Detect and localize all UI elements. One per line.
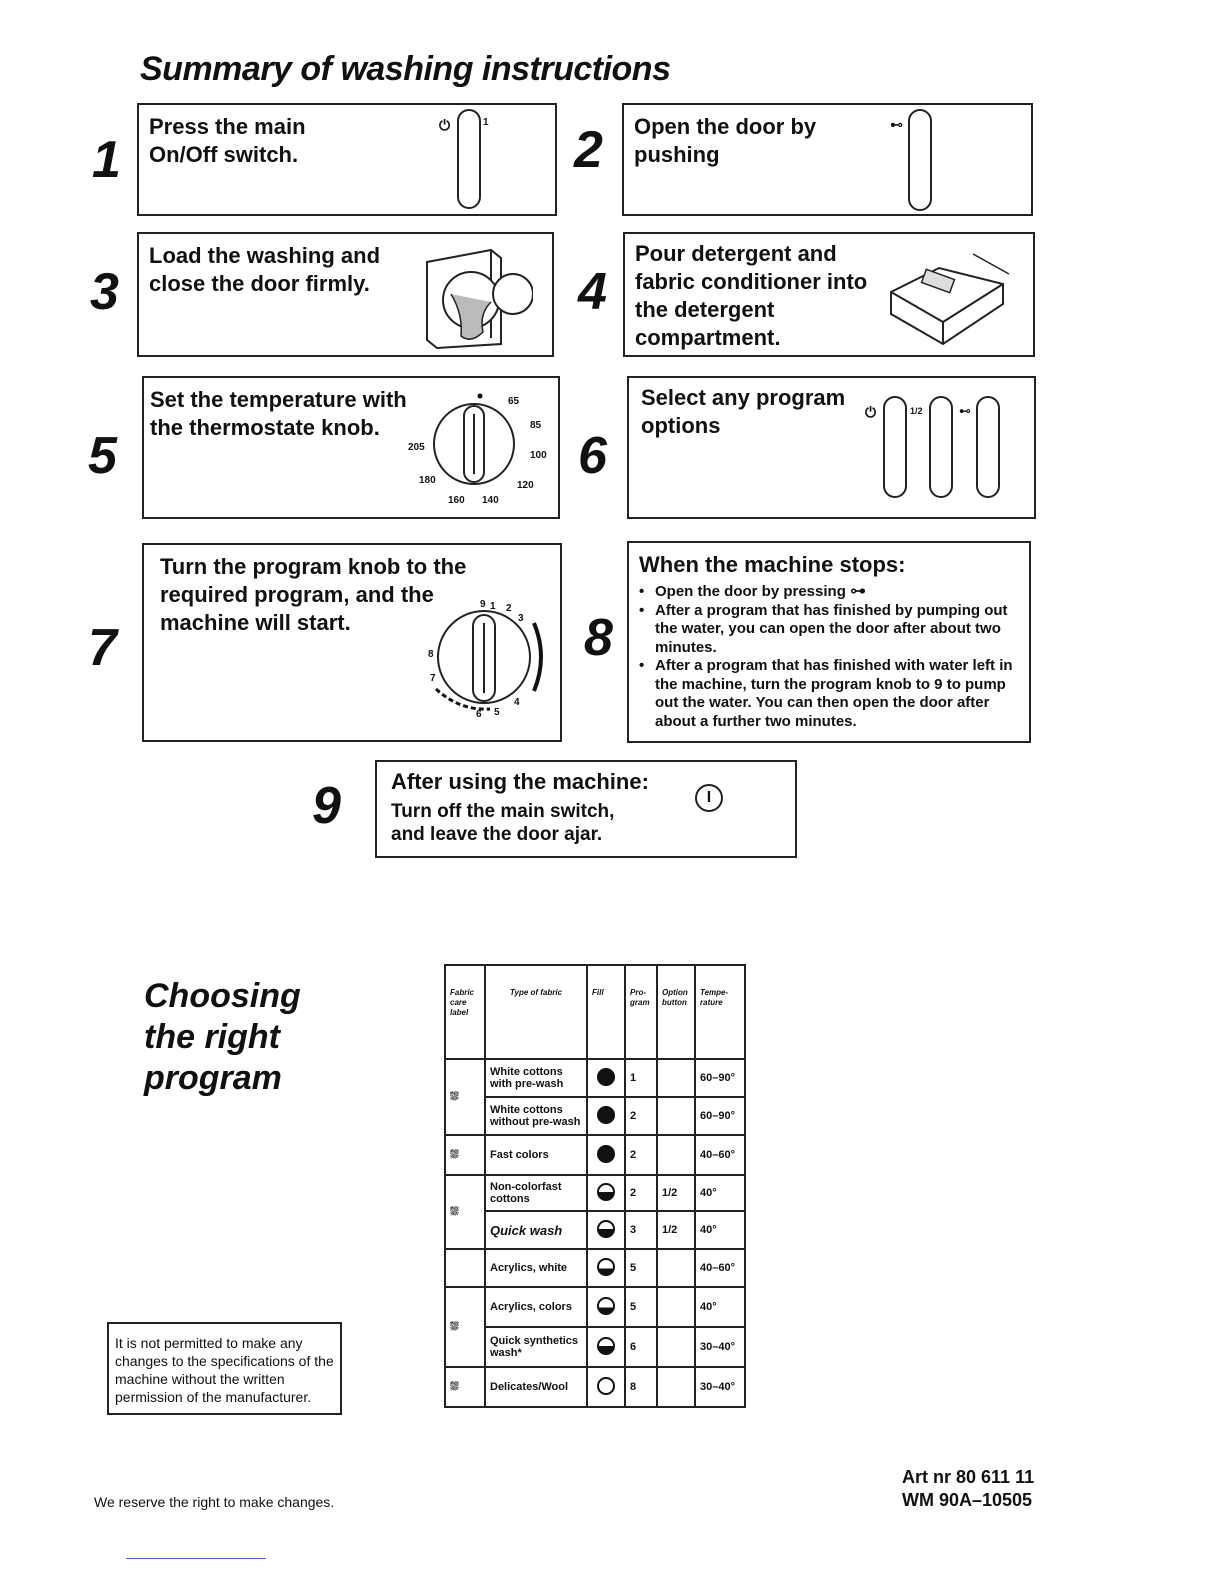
footer-disclaimer: We reserve the right to make changes. bbox=[94, 1494, 335, 1510]
table-row bbox=[445, 1367, 745, 1407]
onoff-switch-icon bbox=[457, 109, 481, 209]
temp-cell: 40–60° bbox=[695, 1249, 745, 1287]
half-load-label: 1/2 bbox=[910, 406, 923, 416]
step-8-bullet: • After a program that has finished with water left in the machine, turn the program knob to 9 to pump out the water. You can then open the door after about a further two minutes. bbox=[639, 657, 1019, 731]
step-1-box bbox=[137, 103, 557, 216]
notice-box: It is not permitted to make any changes to the specifications of the machine without the written permission of the manufacturer. bbox=[107, 1322, 342, 1415]
divider bbox=[126, 1558, 266, 1559]
article-info bbox=[902, 1466, 1034, 1512]
col-header: Pro-gram bbox=[625, 965, 657, 1059]
program-cell: 5 bbox=[625, 1249, 657, 1287]
fill-half-icon bbox=[597, 1220, 615, 1238]
step-5-number: 5 bbox=[88, 427, 117, 485]
program-cell: 3 bbox=[625, 1211, 657, 1249]
thermo-tick: 120 bbox=[517, 480, 534, 491]
fabric-cell: Quick wash bbox=[485, 1211, 587, 1249]
thermo-tick: 180 bbox=[419, 475, 436, 486]
fill-partial-icon bbox=[597, 1258, 615, 1276]
fabric-cell: Delicates/Wool bbox=[485, 1367, 587, 1407]
program-cell: 8 bbox=[625, 1367, 657, 1407]
fabric-cell: White cottons with pre-wash bbox=[485, 1059, 587, 1097]
temp-cell: 30–40° bbox=[695, 1367, 745, 1407]
step-3-number: 3 bbox=[90, 263, 119, 321]
step-7-text: Turn the program knob to the required program, and the machine will start. bbox=[160, 554, 467, 635]
program-tick: 5 bbox=[494, 707, 500, 718]
thermo-tick: 205 bbox=[408, 442, 425, 453]
option-cell bbox=[657, 1327, 695, 1367]
option-cell bbox=[657, 1135, 695, 1175]
step-4-text: Pour detergent and fabric conditioner into the detergent compartment. bbox=[635, 241, 868, 350]
care-label-icon: ⛆ bbox=[445, 1287, 485, 1367]
option-cell bbox=[657, 1249, 695, 1287]
col-header: Tempe-rature bbox=[695, 965, 745, 1059]
fill-half-icon bbox=[597, 1183, 615, 1201]
col-header: Fill bbox=[587, 965, 625, 1059]
step-8-heading: When the machine stops: bbox=[639, 552, 906, 577]
table-row bbox=[445, 1175, 745, 1211]
table-row bbox=[445, 1211, 745, 1249]
fill-half-icon bbox=[597, 1337, 615, 1355]
temp-cell: 60–90° bbox=[695, 1097, 745, 1135]
step-1-text: Press the main On/Off switch. bbox=[149, 114, 306, 167]
option-cell: 1/2 bbox=[657, 1175, 695, 1211]
power-symbol-icon: ⏻ bbox=[865, 404, 877, 420]
option-cell bbox=[657, 1287, 695, 1327]
fill-empty-icon bbox=[597, 1377, 615, 1395]
fill-full-icon bbox=[597, 1145, 615, 1163]
care-label-icon: ⛆ bbox=[445, 1059, 485, 1135]
step-7-box bbox=[142, 543, 562, 742]
fill-full-icon bbox=[597, 1068, 615, 1086]
program-tick: 8 bbox=[428, 649, 434, 660]
fill-full-icon bbox=[597, 1106, 615, 1124]
fill-partial-icon bbox=[597, 1297, 615, 1315]
thermo-tick: 65 bbox=[508, 396, 520, 407]
step-6-text: Select any program options bbox=[641, 385, 846, 438]
thermo-tick: 140 bbox=[482, 495, 499, 506]
key-icon: ⊷ bbox=[959, 404, 971, 418]
temp-cell: 40–60° bbox=[695, 1135, 745, 1175]
program-cell: 2 bbox=[625, 1135, 657, 1175]
step-9-box bbox=[375, 760, 797, 858]
switch-label-1: 1 bbox=[483, 117, 489, 128]
step-8-number: 8 bbox=[584, 609, 613, 667]
step-9-text: Turn off the main switch, and leave the door ajar. bbox=[391, 801, 615, 845]
option-cell bbox=[657, 1097, 695, 1135]
program-table bbox=[444, 964, 746, 1408]
fabric-cell: Acrylics, white bbox=[485, 1249, 587, 1287]
care-label-empty bbox=[445, 1249, 485, 1287]
model-number: WM 90A–10505 bbox=[902, 1490, 1033, 1510]
choosing-heading: Choosing the right program bbox=[144, 977, 301, 1097]
table-row bbox=[445, 1287, 745, 1327]
fabric-cell: Acrylics, colors bbox=[485, 1287, 587, 1327]
step-2-number: 2 bbox=[574, 121, 603, 179]
step-5-text: Set the temperature with the thermostate knob. bbox=[150, 387, 407, 440]
table-row bbox=[445, 1097, 745, 1135]
col-header: Type of fabric bbox=[485, 965, 587, 1059]
step-2-text: Open the door by pushing bbox=[634, 114, 817, 167]
program-knob bbox=[420, 593, 550, 721]
step-8-box bbox=[627, 541, 1031, 743]
fabric-cell: Non-colorfast cottons bbox=[485, 1175, 587, 1211]
program-cell: 1 bbox=[625, 1059, 657, 1097]
key-icon: ⊷ bbox=[890, 117, 903, 132]
power-symbol-icon: ⏻ bbox=[439, 117, 451, 133]
onoff-switch-icon bbox=[883, 396, 907, 498]
table-row bbox=[445, 1059, 745, 1097]
step-8-bullet: • Open the door by pressing ⊶ bbox=[639, 583, 1019, 602]
thermo-tick: 85 bbox=[530, 420, 542, 431]
program-cell: 5 bbox=[625, 1287, 657, 1327]
program-tick: 2 bbox=[506, 603, 512, 614]
program-tick: 1 bbox=[490, 601, 496, 612]
program-tick: 4 bbox=[514, 697, 520, 708]
col-header: Fabric care label bbox=[445, 965, 485, 1059]
col-header: Option button bbox=[657, 965, 695, 1059]
temp-cell: 30–40° bbox=[695, 1327, 745, 1367]
step-2-box bbox=[622, 103, 1033, 216]
door-key-icon: ⊶ bbox=[850, 583, 867, 600]
step-4-number: 4 bbox=[578, 263, 607, 321]
option-cell bbox=[657, 1367, 695, 1407]
temp-cell: 40° bbox=[695, 1175, 745, 1211]
step-9-heading: After using the machine: bbox=[391, 769, 649, 794]
step-9-number: 9 bbox=[312, 777, 341, 835]
door-switch-icon bbox=[908, 109, 932, 211]
program-tick: 6 bbox=[476, 709, 482, 720]
table-header-row bbox=[445, 965, 745, 1059]
temp-cell: 40° bbox=[695, 1211, 745, 1249]
washing-machine-icon bbox=[421, 244, 533, 352]
program-tick: 9 bbox=[480, 599, 486, 610]
step-8-bullet: • After a program that has finished by pumping out the water, you can open the door after about two minutes. bbox=[639, 602, 1019, 658]
temp-cell: 40° bbox=[695, 1287, 745, 1327]
program-cell: 2 bbox=[625, 1097, 657, 1135]
step-1-number: 1 bbox=[92, 131, 121, 189]
temp-cell: 60–90° bbox=[695, 1059, 745, 1097]
fabric-cell: White cottons without pre-wash bbox=[485, 1097, 587, 1135]
door-switch-icon bbox=[976, 396, 1000, 498]
step-4-box bbox=[623, 232, 1035, 357]
step-3-box bbox=[137, 232, 554, 357]
fabric-cell: Quick synthetics wash* bbox=[485, 1327, 587, 1367]
step-7-number: 7 bbox=[88, 619, 117, 677]
table-row bbox=[445, 1135, 745, 1175]
program-cell: 2 bbox=[625, 1175, 657, 1211]
thermo-tick: 100 bbox=[530, 450, 547, 461]
step-6-box bbox=[627, 376, 1036, 519]
main-switch-off-icon: I bbox=[695, 784, 723, 812]
step-6-number: 6 bbox=[578, 427, 607, 485]
care-label-icon: ⛆ bbox=[445, 1135, 485, 1175]
program-tick: 3 bbox=[518, 613, 524, 624]
page-title: Summary of washing instructions bbox=[140, 50, 671, 88]
art-number: Art nr 80 611 11 bbox=[902, 1467, 1035, 1487]
care-label-icon: ⛆ bbox=[445, 1175, 485, 1249]
fabric-cell: Fast colors bbox=[485, 1135, 587, 1175]
detergent-drawer-icon bbox=[883, 244, 1013, 349]
half-load-switch-icon bbox=[929, 396, 953, 498]
program-cell: 6 bbox=[625, 1327, 657, 1367]
step-3-text: Load the washing and close the door firmly. bbox=[149, 243, 381, 296]
program-tick: 7 bbox=[430, 673, 436, 684]
thermo-tick: 160 bbox=[448, 495, 465, 506]
table-row bbox=[445, 1327, 745, 1367]
option-cell: 1/2 bbox=[657, 1211, 695, 1249]
option-cell bbox=[657, 1059, 695, 1097]
hand-wash-icon: ⛆ bbox=[445, 1367, 485, 1407]
step-5-box bbox=[142, 376, 560, 519]
table-row bbox=[445, 1249, 745, 1287]
